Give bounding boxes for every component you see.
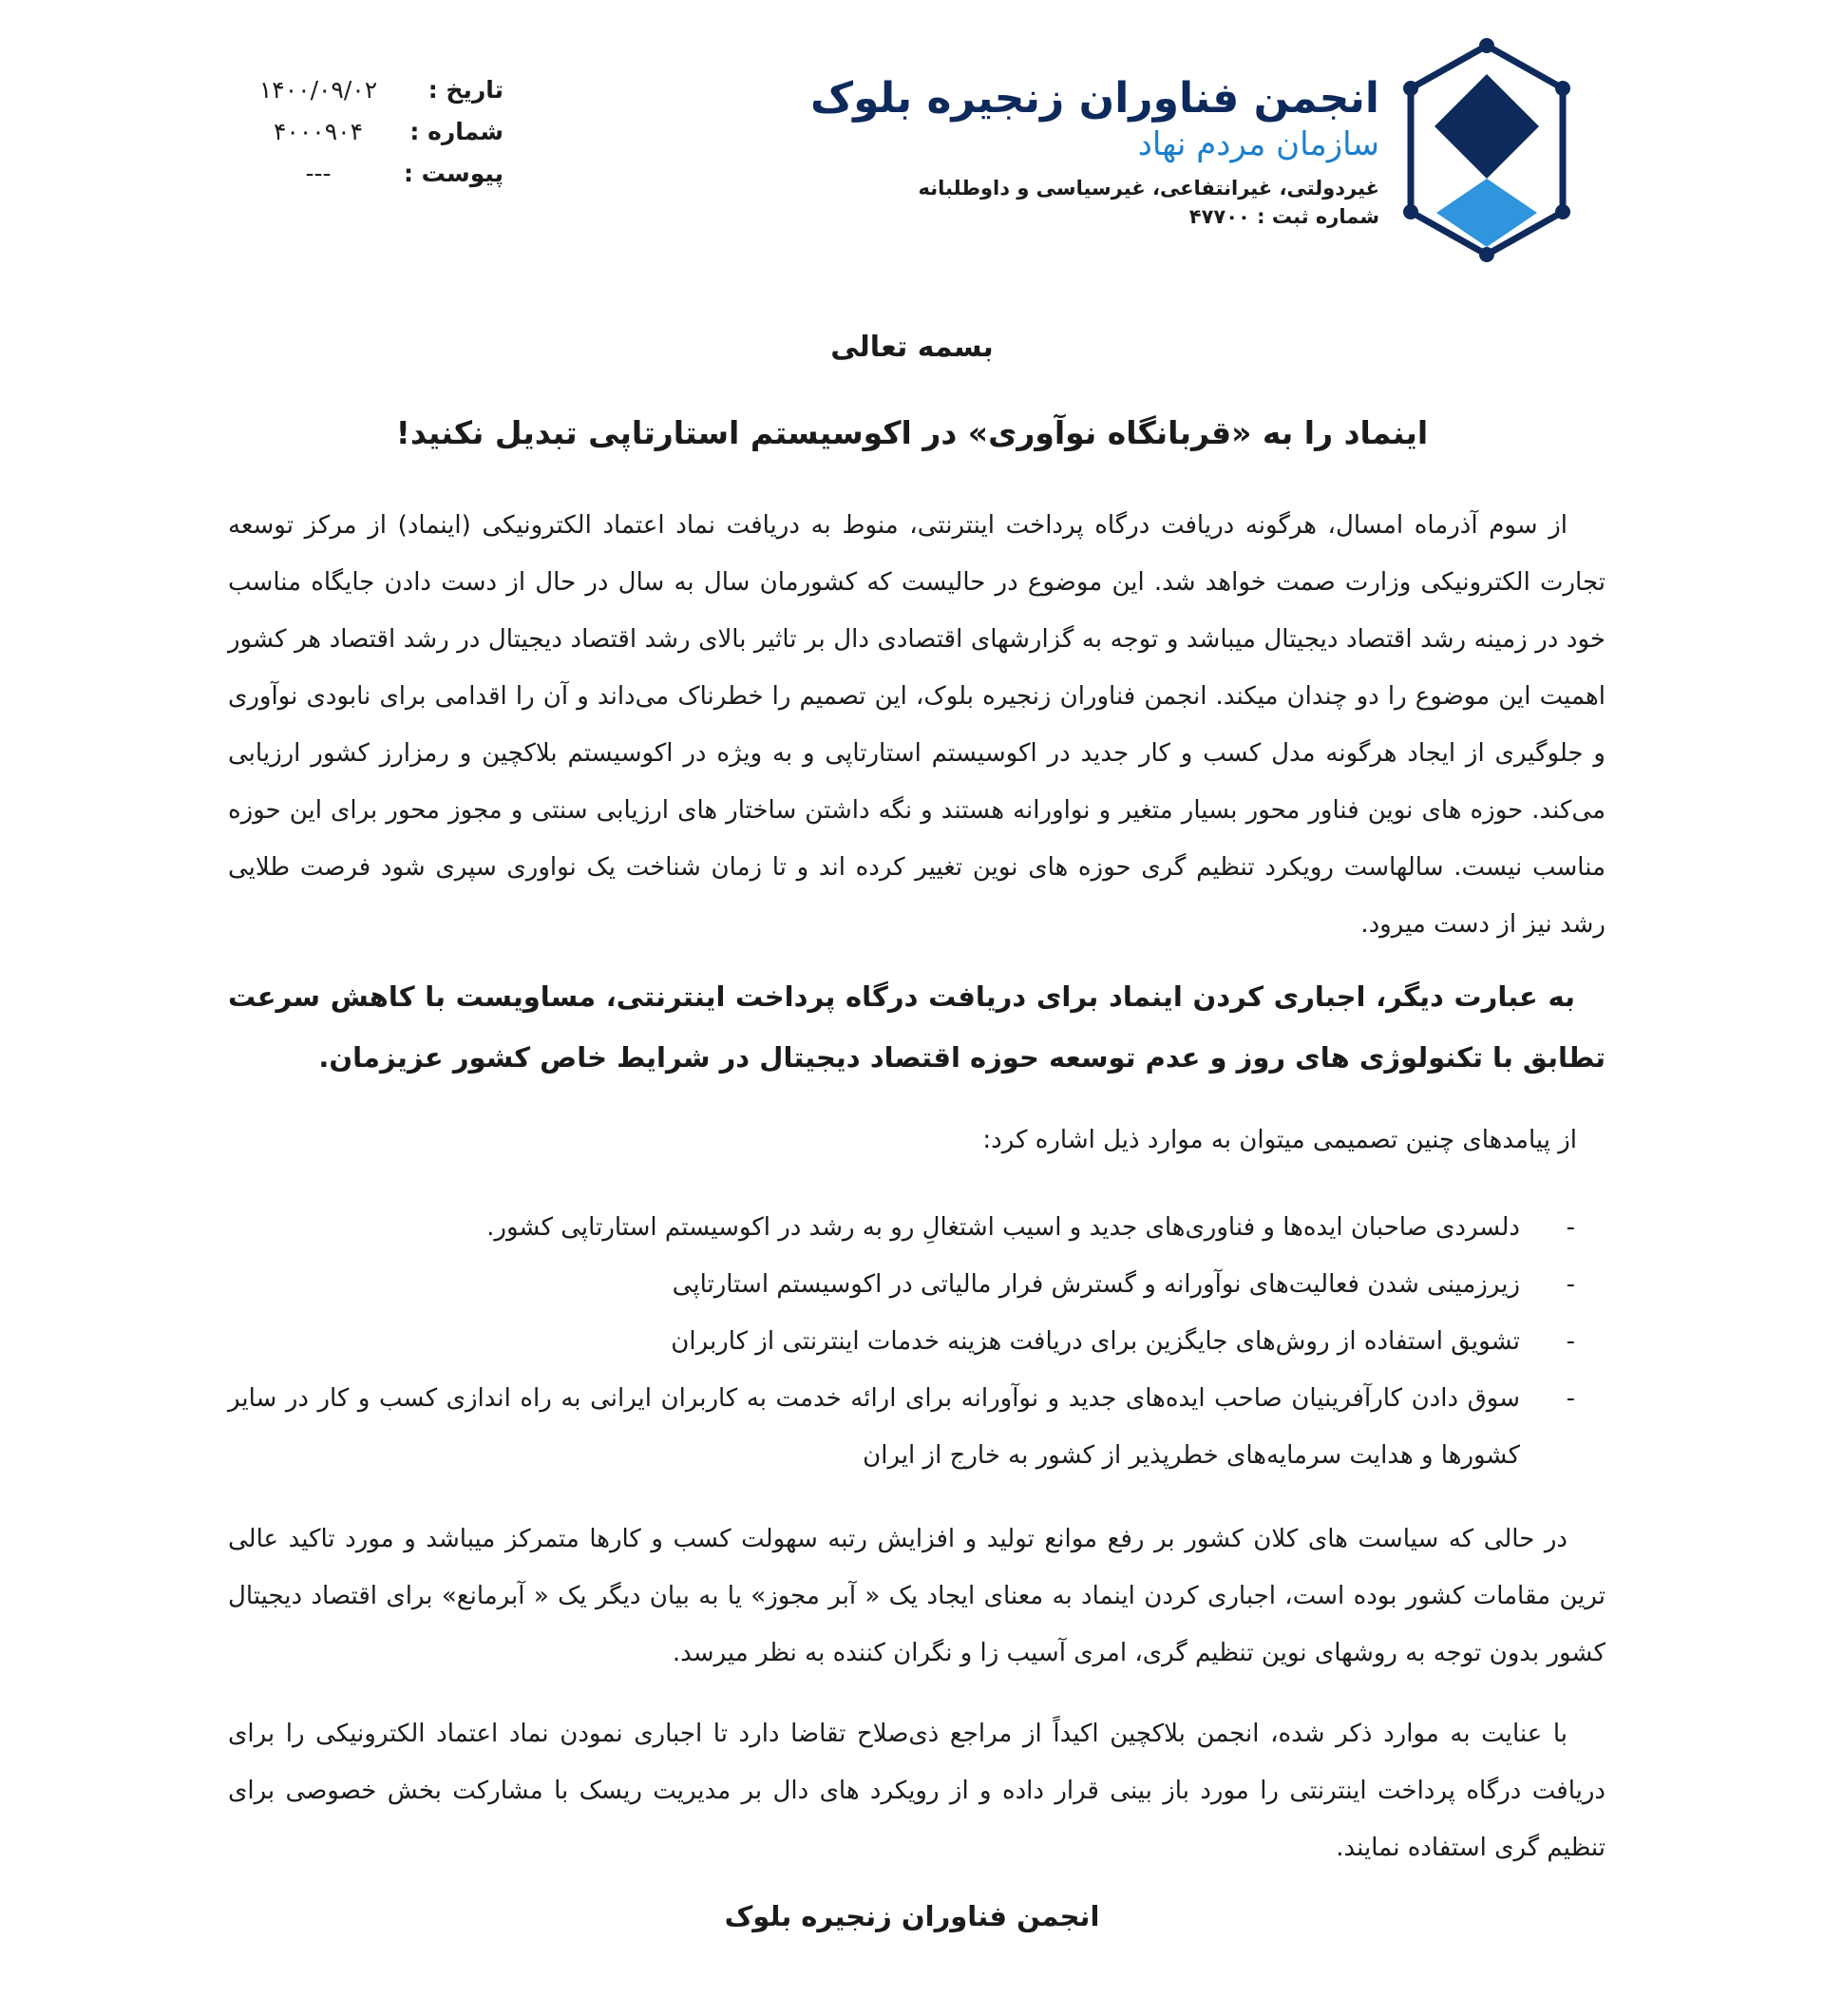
meta-number-row bbox=[238, 118, 504, 160]
date-label: تاریخ : bbox=[428, 76, 504, 104]
letter-title: اینماد را به «قربانگاه نوآوری» در اکوسیستم استارتاپی تبدیل نکنید! bbox=[395, 414, 1429, 451]
dash-bullet: - bbox=[1566, 1213, 1575, 1242]
paragraph-5: با عنایت به موارد ذکر شده، انجمن بلاکچین اکیداً از مراجع ذی‌صلاح تقاضا دارد تا اجباری نمودن نماد اعتماد الکترونیکی را برای دریافت درگاه پرداخت اینترنتی را مورد باز بینی قرار داده و از رویکرد های دال بر مدیریت ریسک با مشارکت بخش خصوصی برای تنظیم گری استفاده نمایند. bbox=[228, 1720, 1606, 1862]
meta-attachment-row bbox=[238, 160, 504, 201]
dash-bullet: - bbox=[1566, 1327, 1575, 1356]
org-description: غیردولتی، غیرانتفاعی، غیرسیاسی و داوطلبانه bbox=[918, 177, 1379, 200]
attachment-value: --- bbox=[305, 160, 332, 187]
list-item-text: دلسردی صاحبان ایده‌ها و فناوری‌های جدید و اسیب اشتغالِ رو به رشد در اکوسیستم استارتاپی کشور. bbox=[486, 1213, 1520, 1242]
number-label: شماره : bbox=[409, 118, 504, 145]
paragraph-2-bold: به عبارت دیگر، اجباری کردن اینماد برای دریافت درگاه پرداخت اینترنتی، مساویست با کاهش سرعت تطابق با تکنولوژی های روز و عدم توسعه حوزه اقتصاد دیجیتال در شرایط خاص کشور عزیزمان. bbox=[228, 980, 1606, 1074]
meta-date-row bbox=[238, 76, 504, 118]
dash-bullet: - bbox=[1566, 1270, 1575, 1299]
list-item bbox=[228, 1199, 1606, 1256]
org-subtitle: سازمان مردم نهاد bbox=[1137, 125, 1379, 163]
list-item bbox=[228, 1370, 1606, 1484]
list-item-text: تشویق استفاده از روش‌های جایگزین برای دریافت هزینه خدمات اینترنتی از کاربران bbox=[671, 1327, 1520, 1356]
basmala: بسمه تعالی bbox=[830, 331, 994, 364]
consequences-list bbox=[228, 1199, 1606, 1484]
list-item bbox=[228, 1256, 1606, 1313]
registration-number: شماره ثبت : ۴۷۷۰۰ bbox=[1188, 205, 1379, 228]
letter-meta bbox=[238, 76, 504, 201]
attachment-label: پیوست : bbox=[403, 160, 504, 187]
list-item-text: سوق دادن کارآفرینیان صاحب ایده‌های جدید و نوآورانه برای ارائه خدمت به کاربران ایرانی به راه اندازی کسب و کار در سایر کشورها و هدایت سرمایه‌های خطرپذیر از کشور به خارج از ایران bbox=[228, 1384, 1520, 1470]
paragraph-3: از پیامدهای چنین تصمیمی میتوان به موارد ذیل اشاره کرد: bbox=[982, 1126, 1577, 1154]
list-item bbox=[228, 1313, 1606, 1370]
signature: انجمن فناوران زنجیره بلوک bbox=[724, 1900, 1100, 1932]
paragraph-1: از سوم آذرماه امسال، هرگونه دریافت درگاه پرداخت اینترنتی، منوط به دریافت نماد اعتماد الکترونیکی (اینماد) از مرکز توسعه تجارت الکترونیکی وزارت صمت خواهد شد. این موضوع در حالیست که کشورمان سال به سال در حال از دست دادن جایگاه مناسب خود در زمینه رشد اقتصاد دیجیتال میباشد و توجه به گزارشهای اقتصادی دال بر تاثیر بالای رشد اقتصاد دیجیتال در رشد اقتصاد هر کشور اهمیت این موضوع را دو چندان میکند. انجمن فناوران زنجیره بلوک، این تصمیم را خطرناک می‌داند و آن را اقدامی برای نابودی نوآوری و جلوگیری از ایجاد هرگونه مدل کسب و کار جدید در اکوسیستم استارتاپی و به ویژه در اکوسیستم بلاکچین و رمزارز کشور ارزیابی می‌کند. حوزه های نوین فناور محور بسیار متغیر و نواورانه هستند و نگه داشتن ساختار های ارزیابی سنتی و مجوز محور برای این حوزه مناسب نیست. سالهاست رویکرد تنظیم گری حوزه های نوین تغییر کرده اند و تا زمان شناخت یک نواوری سپری شود فرصت طلایی رشد نیز از دست میرود. bbox=[228, 511, 1606, 939]
dash-bullet: - bbox=[1566, 1384, 1575, 1413]
org-name: انجمن فناوران زنجیره بلوک bbox=[810, 74, 1379, 123]
number-value: ۴۰۰۰۹۰۴ bbox=[274, 118, 363, 145]
list-item-text: زیرزمینی شدن فعالیت‌های نوآورانه و گسترش فرار مالیاتی در اکوسیستم استارتاپی bbox=[672, 1270, 1520, 1299]
date-value: ۱۴۰۰/۰۹/۰۲ bbox=[258, 76, 378, 104]
paragraph-4: در حالی که سیاست های کلان کشور بر رفع موانع تولید و افزایش رتبه سهولت کسب و کارها متمرکز میباشد و مورد تاکید عالی ترین مقامات کشور بوده است، اجباری کردن اینماد به معنای ایجاد یک « آبر مجوز» یا به بیان دیگر یک « آبرمانع» برای اقتصاد دیجیتال کشور بدون توجه به روشهای نوین تنظیم گری، امری آسیب زا و نگران کننده به نظر میرسد. bbox=[228, 1525, 1606, 1667]
hexagon-blockchain-logo-icon bbox=[1396, 36, 1577, 264]
